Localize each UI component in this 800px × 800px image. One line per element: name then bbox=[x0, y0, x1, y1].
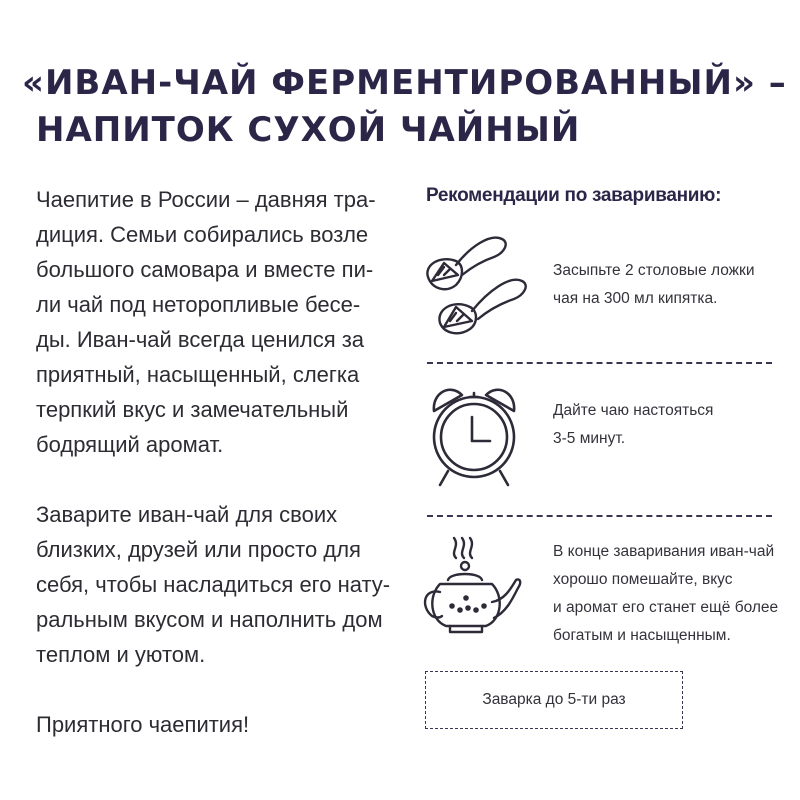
brewing-note: Заварка до 5-ти раз bbox=[482, 691, 626, 708]
step-2 bbox=[410, 375, 790, 500]
intro-line: бодрящий аромат. bbox=[36, 432, 224, 457]
intro-paragraph-1 bbox=[36, 182, 386, 462]
intro-line: ды. Иван-чай всегда ценился за bbox=[36, 327, 365, 352]
intro-paragraph-2 bbox=[36, 497, 391, 672]
intro-line: большого самовара и вместе пи- bbox=[36, 257, 374, 282]
step-line: богатым и насыщенным. bbox=[553, 627, 731, 644]
alarm-clock-icon bbox=[410, 375, 550, 500]
intro-line: диция. Семьи собирались возле bbox=[36, 222, 369, 247]
recommendations-heading: Рекомендации по завариванию: bbox=[426, 185, 722, 206]
step-line: 3-5 минут. bbox=[553, 430, 626, 447]
step-line: В конце заваривания иван-чай bbox=[553, 543, 775, 560]
intro-closing: Приятного чаепития! bbox=[36, 712, 250, 737]
step-line: хорошо помешайте, вкус bbox=[553, 571, 733, 588]
intro-line: терпкий вкус и замечательный bbox=[36, 397, 349, 422]
step-3-text bbox=[553, 538, 778, 650]
step-line: и аромат его станет ещё более bbox=[553, 599, 779, 616]
title-line-2: НАПИТОК СУХОЙ ЧАЙНЫЙ bbox=[36, 110, 581, 150]
teapot-icon bbox=[410, 528, 550, 658]
step-2-text bbox=[553, 397, 713, 453]
step-line: Засыпьте 2 столовые ложки bbox=[553, 262, 755, 279]
step-line: Дайте чаю настояться bbox=[553, 402, 714, 419]
intro-line: приятный, насыщенный, слегка bbox=[36, 362, 360, 387]
intro-line: ли чай под неторопливые бесе- bbox=[36, 292, 361, 317]
divider bbox=[427, 362, 772, 364]
intro-line: теплом и уютом. bbox=[36, 642, 206, 667]
tea-spoons-icon bbox=[410, 225, 550, 350]
intro-line: Заварите иван-чай для своих bbox=[36, 502, 338, 527]
intro-line: Чаепитие в России – давняя тра- bbox=[36, 187, 376, 212]
intro-text bbox=[36, 182, 391, 742]
divider bbox=[427, 515, 772, 517]
step-1 bbox=[410, 225, 790, 350]
intro-line: близких, друзей или просто для bbox=[36, 537, 361, 562]
step-1-text bbox=[553, 257, 754, 313]
step-3 bbox=[410, 528, 790, 658]
page-title bbox=[22, 60, 792, 154]
intro-line: себя, чтобы насладиться его нату- bbox=[36, 572, 391, 597]
intro-line: ральным вкусом и наполнить дом bbox=[36, 607, 383, 632]
title-line-1: «ИВАН-ЧАЙ ФЕРМЕНТИРОВАННЫЙ» – bbox=[22, 63, 787, 103]
step-line: чая на 300 мл кипятка. bbox=[553, 290, 718, 307]
brewing-note-box bbox=[425, 671, 683, 729]
